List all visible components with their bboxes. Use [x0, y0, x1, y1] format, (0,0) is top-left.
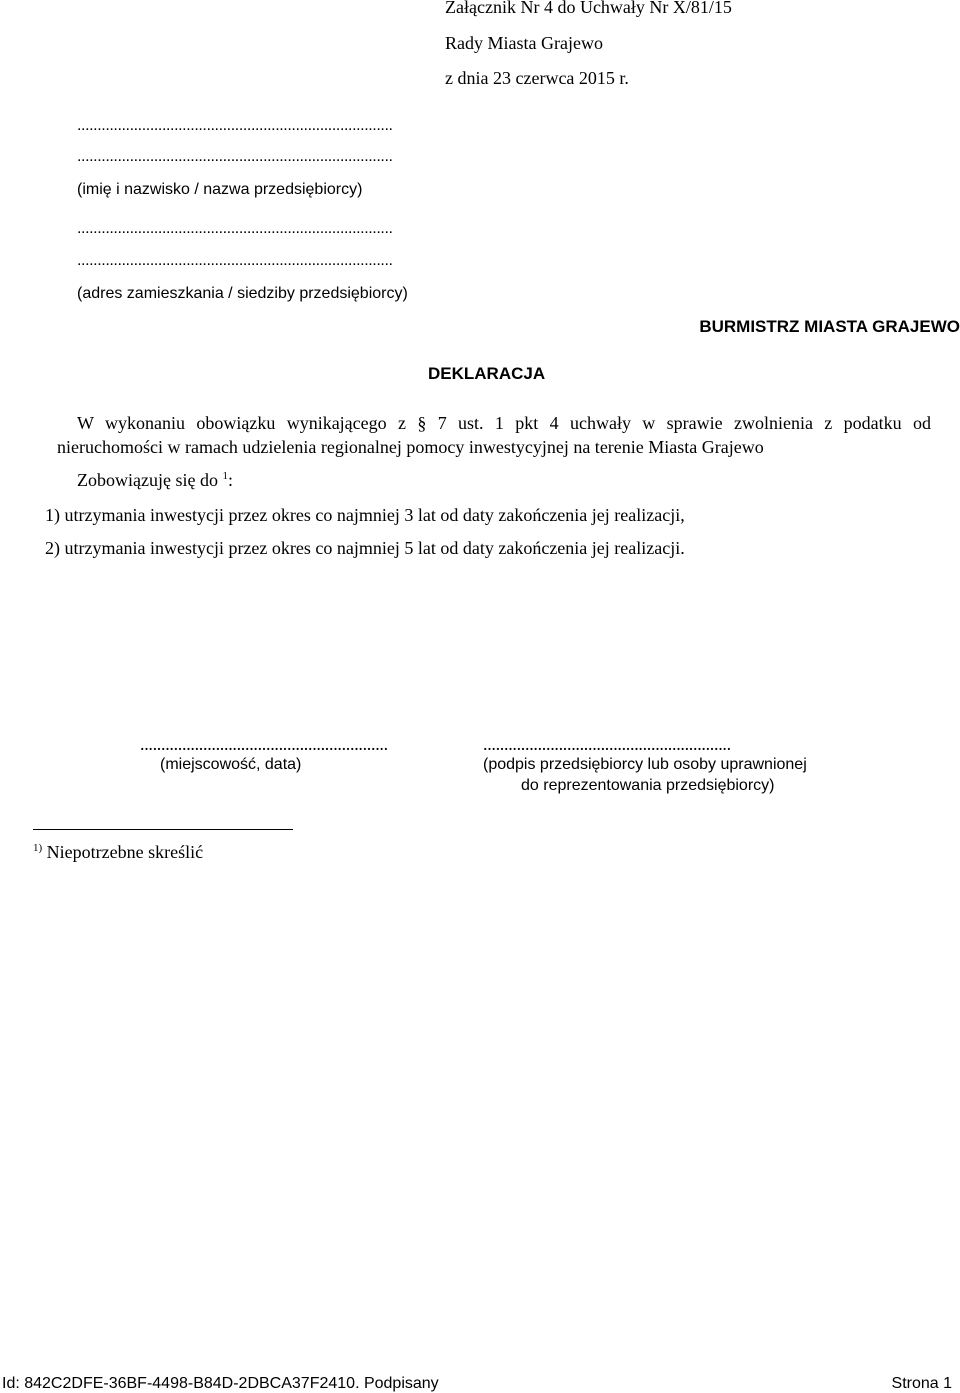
address-fill-line-2: .............................................................................. — [77, 252, 393, 269]
footnote-marker: 1) — [33, 842, 43, 854]
option-1: 1) utrzymania inwestycji przez okres co najmniej 3 lat od daty zakończenia jej realizacji, — [45, 505, 685, 525]
page-number: Strona 1 — [891, 1375, 952, 1392]
commitment-colon: : — [227, 470, 233, 490]
place-date-fill-line: ........................................................... — [140, 734, 388, 754]
signature-caption-line-1: (podpis przedsiębiorcy lub osoby uprawnionej — [483, 756, 807, 773]
signature-caption-line-2: do reprezentowania przedsiębiorcy) — [521, 777, 775, 794]
commitment-line — [77, 470, 233, 491]
document-title: DEKLARACJA — [428, 364, 546, 383]
place-date-caption: (miejscowość, data) — [160, 756, 302, 773]
intro-line-2: nieruchomości w ramach udzielenia regionalnej pomocy inwestycyjnej na terenie Miasta Grajewo — [57, 437, 764, 457]
commitment-footnote-ref: 1 — [222, 470, 228, 482]
annex-title: Załącznik Nr 4 do Uchwały Nr X/81/15 — [445, 0, 732, 17]
intro-line-1: W wykonaniu obowiązku wynikającego z § 7 ust. 1 pkt 4 uchwały w sprawie zwolnienia z podatku od — [77, 413, 931, 433]
annex-date: z dnia 23 czerwca 2015 r. — [445, 68, 629, 88]
footnote-separator — [33, 829, 293, 830]
name-fill-line-2: .............................................................................. — [77, 148, 393, 165]
commitment-text: Zobowiązuję się do — [77, 470, 218, 490]
address-fill-line-1: .............................................................................. — [77, 220, 393, 237]
recipient: BURMISTRZ MIASTA GRAJEWO — [699, 317, 960, 336]
name-caption: (imię i nazwisko / nazwa przedsiębiorcy) — [77, 181, 363, 198]
name-fill-line-1: .............................................................................. — [77, 117, 393, 134]
address-caption: (adres zamieszkania / siedziby przedsiębiorcy) — [77, 285, 408, 302]
option-2: 2) utrzymania inwestycji przez okres co najmniej 5 lat od daty zakończenia jej realizacji. — [45, 538, 685, 558]
document-id: Id: 842C2DFE-36BF-4498-B84D-2DBCA37F2410. Podpisany — [2, 1375, 439, 1392]
annex-council: Rady Miasta Grajewo — [445, 33, 603, 53]
signature-fill-line: ........................................................... — [483, 734, 731, 754]
footnote-text: Niepotrzebne skreślić — [46, 842, 204, 862]
footnote — [33, 842, 203, 863]
